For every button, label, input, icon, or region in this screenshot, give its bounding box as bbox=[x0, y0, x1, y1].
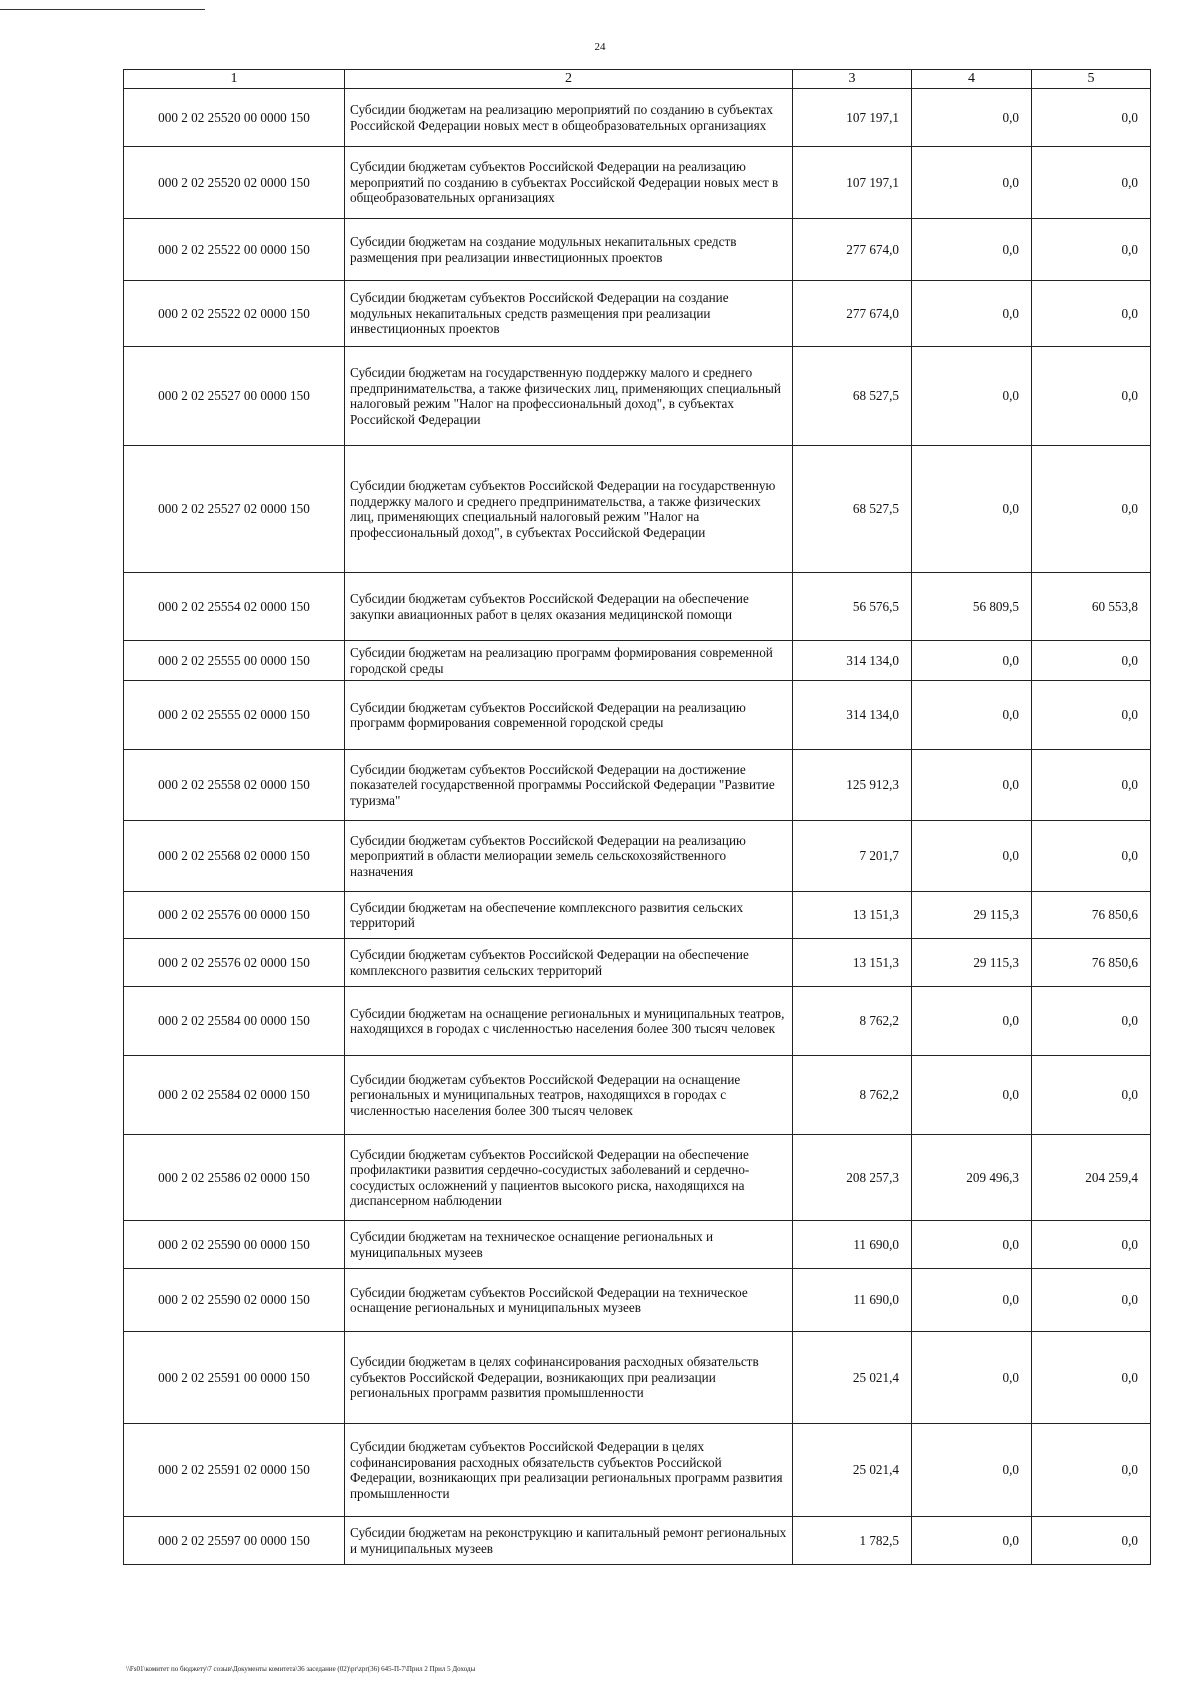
row-value-4-cell: 0,0 bbox=[912, 219, 1032, 281]
row-name-cell: Субсидии бюджетам на реконструкцию и капитальный ремонт региональных и муниципальных музеев bbox=[345, 1517, 793, 1565]
row-name-cell: Субсидии бюджетам субъектов Российской Федерации на реализацию мероприятий по созданию в субъектах Российской Федерации новых мест в общеобразовательных организациях bbox=[345, 147, 793, 219]
row-value-3-cell: 314 134,0 bbox=[793, 641, 912, 681]
table-row bbox=[124, 987, 1151, 1056]
row-value-3-cell: 8 762,2 bbox=[793, 987, 912, 1056]
row-value-5-cell: 0,0 bbox=[1032, 219, 1151, 281]
row-value-4-cell: 0,0 bbox=[912, 987, 1032, 1056]
row-value-4-cell: 0,0 bbox=[912, 681, 1032, 750]
footer-file-path: \\Fs01\комитет по бюджету\7 созыв\Документы комитета\36 заседание (02)\pr\zpr(36) 645-П-7\Прил 2 Прил 5 Доходы bbox=[126, 1665, 476, 1673]
row-value-5-cell: 0,0 bbox=[1032, 347, 1151, 446]
table-row bbox=[124, 347, 1151, 446]
row-value-5-cell: 60 553,8 bbox=[1032, 573, 1151, 641]
page-number: 24 bbox=[594, 41, 606, 53]
row-code-cell: 000 2 02 25522 00 0000 150 bbox=[124, 219, 345, 281]
row-value-5-cell: 204 259,4 bbox=[1032, 1135, 1151, 1221]
row-value-5-cell: 0,0 bbox=[1032, 987, 1151, 1056]
row-name-cell: Субсидии бюджетам на государственную поддержку малого и среднего предпринимательства, а также физических лиц, применяющих специальный налоговый режим "Налог на профессиональный доход", в субъектах Российской Федерации bbox=[345, 347, 793, 446]
row-code-cell: 000 2 02 25597 00 0000 150 bbox=[124, 1517, 345, 1565]
revenue-table bbox=[123, 69, 1151, 1565]
row-value-5-cell: 0,0 bbox=[1032, 641, 1151, 681]
row-code-cell: 000 2 02 25591 02 0000 150 bbox=[124, 1424, 345, 1517]
row-code-cell: 000 2 02 25568 02 0000 150 bbox=[124, 821, 345, 892]
row-name-cell: Субсидии бюджетам субъектов Российской Федерации на обеспечение комплексного развития сельских территорий bbox=[345, 939, 793, 987]
row-value-3-cell: 1 782,5 bbox=[793, 1517, 912, 1565]
row-name-cell: Субсидии бюджетам субъектов Российской Федерации на государственную поддержку малого и среднего предпринимательства, а также физических лиц, применяющих специальный налоговый режим "Налог на профессиональный доход", в субъектах Российской Федерации bbox=[345, 446, 793, 573]
row-value-4-cell: 0,0 bbox=[912, 641, 1032, 681]
row-value-3-cell: 277 674,0 bbox=[793, 219, 912, 281]
row-value-5-cell: 0,0 bbox=[1032, 821, 1151, 892]
table-row bbox=[124, 1269, 1151, 1332]
row-value-4-cell: 29 115,3 bbox=[912, 892, 1032, 939]
table-row bbox=[124, 89, 1151, 147]
row-name-cell: Субсидии бюджетам субъектов Российской Федерации в целях софинансирования расходных обязательств субъектов Российской Федерации, возникающих при реализации региональных программ развития промышленности bbox=[345, 1424, 793, 1517]
row-value-3-cell: 107 197,1 bbox=[793, 89, 912, 147]
row-name-cell: Субсидии бюджетам на создание модульных некапитальных средств размещения при реализации инвестиционных проектов bbox=[345, 219, 793, 281]
row-value-3-cell: 11 690,0 bbox=[793, 1221, 912, 1269]
row-code-cell: 000 2 02 25576 00 0000 150 bbox=[124, 892, 345, 939]
row-value-3-cell: 277 674,0 bbox=[793, 281, 912, 347]
row-value-5-cell: 76 850,6 bbox=[1032, 892, 1151, 939]
row-name-cell: Субсидии бюджетам субъектов Российской Федерации на техническое оснащение региональных и муниципальных музеев bbox=[345, 1269, 793, 1332]
row-code-cell: 000 2 02 25586 02 0000 150 bbox=[124, 1135, 345, 1221]
row-value-4-cell: 0,0 bbox=[912, 1332, 1032, 1424]
row-value-5-cell: 0,0 bbox=[1032, 1056, 1151, 1135]
row-value-3-cell: 314 134,0 bbox=[793, 681, 912, 750]
row-name-cell: Субсидии бюджетам на техническое оснащение региональных и муниципальных музеев bbox=[345, 1221, 793, 1269]
row-value-4-cell: 0,0 bbox=[912, 147, 1032, 219]
row-value-4-cell: 0,0 bbox=[912, 1424, 1032, 1517]
row-code-cell: 000 2 02 25584 02 0000 150 bbox=[124, 1056, 345, 1135]
row-value-5-cell: 0,0 bbox=[1032, 1517, 1151, 1565]
table-header-row bbox=[124, 70, 1151, 89]
row-name-cell: Субсидии бюджетам в целях софинансирования расходных обязательств субъектов Российской Федерации, возникающих при реализации региональных программ развития промышленности bbox=[345, 1332, 793, 1424]
table-row bbox=[124, 219, 1151, 281]
row-value-5-cell: 0,0 bbox=[1032, 89, 1151, 147]
row-code-cell: 000 2 02 25520 00 0000 150 bbox=[124, 89, 345, 147]
row-value-5-cell: 0,0 bbox=[1032, 750, 1151, 821]
table-row bbox=[124, 1056, 1151, 1135]
row-value-5-cell: 0,0 bbox=[1032, 1424, 1151, 1517]
row-name-cell: Субсидии бюджетам субъектов Российской Федерации на обеспечение закупки авиационных работ в целях оказания медицинской помощи bbox=[345, 573, 793, 641]
row-value-4-cell: 0,0 bbox=[912, 1056, 1032, 1135]
row-value-3-cell: 68 527,5 bbox=[793, 347, 912, 446]
table-row bbox=[124, 147, 1151, 219]
row-value-3-cell: 107 197,1 bbox=[793, 147, 912, 219]
row-name-cell: Субсидии бюджетам на оснащение региональных и муниципальных театров, находящихся в городах с численностью населения более 300 тысяч человек bbox=[345, 987, 793, 1056]
column-header-4: 4 bbox=[912, 70, 1032, 89]
row-value-5-cell: 76 850,6 bbox=[1032, 939, 1151, 987]
table-row bbox=[124, 750, 1151, 821]
row-name-cell: Субсидии бюджетам субъектов Российской Федерации на оснащение региональных и муниципальных театров, находящихся в городах с численностью населения более 300 тысяч человек bbox=[345, 1056, 793, 1135]
row-value-3-cell: 68 527,5 bbox=[793, 446, 912, 573]
row-value-5-cell: 0,0 bbox=[1032, 147, 1151, 219]
table-row bbox=[124, 1424, 1151, 1517]
row-value-3-cell: 125 912,3 bbox=[793, 750, 912, 821]
row-code-cell: 000 2 02 25527 02 0000 150 bbox=[124, 446, 345, 573]
table-row bbox=[124, 821, 1151, 892]
row-value-3-cell: 7 201,7 bbox=[793, 821, 912, 892]
row-value-3-cell: 25 021,4 bbox=[793, 1332, 912, 1424]
row-value-4-cell: 0,0 bbox=[912, 1221, 1032, 1269]
row-value-3-cell: 13 151,3 bbox=[793, 939, 912, 987]
row-code-cell: 000 2 02 25584 00 0000 150 bbox=[124, 987, 345, 1056]
row-value-5-cell: 0,0 bbox=[1032, 681, 1151, 750]
row-value-4-cell: 0,0 bbox=[912, 446, 1032, 573]
row-name-cell: Субсидии бюджетам на реализацию программ формирования современной городской среды bbox=[345, 641, 793, 681]
table-row bbox=[124, 641, 1151, 681]
row-code-cell: 000 2 02 25590 02 0000 150 bbox=[124, 1269, 345, 1332]
row-code-cell: 000 2 02 25554 02 0000 150 bbox=[124, 573, 345, 641]
table-row bbox=[124, 681, 1151, 750]
row-name-cell: Субсидии бюджетам субъектов Российской Федерации на достижение показателей государственной программы Российской Федерации "Развитие туризма" bbox=[345, 750, 793, 821]
row-value-4-cell: 0,0 bbox=[912, 89, 1032, 147]
table-row bbox=[124, 1517, 1151, 1565]
row-code-cell: 000 2 02 25558 02 0000 150 bbox=[124, 750, 345, 821]
row-value-4-cell: 0,0 bbox=[912, 1269, 1032, 1332]
row-value-3-cell: 13 151,3 bbox=[793, 892, 912, 939]
row-name-cell: Субсидии бюджетам на обеспечение комплексного развития сельских территорий bbox=[345, 892, 793, 939]
row-value-5-cell: 0,0 bbox=[1032, 1269, 1151, 1332]
table-row bbox=[124, 446, 1151, 573]
row-code-cell: 000 2 02 25576 02 0000 150 bbox=[124, 939, 345, 987]
row-value-3-cell: 11 690,0 bbox=[793, 1269, 912, 1332]
row-code-cell: 000 2 02 25522 02 0000 150 bbox=[124, 281, 345, 347]
row-value-3-cell: 56 576,5 bbox=[793, 573, 912, 641]
row-value-5-cell: 0,0 bbox=[1032, 281, 1151, 347]
row-code-cell: 000 2 02 25527 00 0000 150 bbox=[124, 347, 345, 446]
row-value-4-cell: 0,0 bbox=[912, 750, 1032, 821]
column-header-3: 3 bbox=[793, 70, 912, 89]
table-row bbox=[124, 573, 1151, 641]
table-row bbox=[124, 1221, 1151, 1269]
row-code-cell: 000 2 02 25520 02 0000 150 bbox=[124, 147, 345, 219]
row-name-cell: Субсидии бюджетам субъектов Российской Федерации на реализацию программ формирования современной городской среды bbox=[345, 681, 793, 750]
row-value-5-cell: 0,0 bbox=[1032, 446, 1151, 573]
row-name-cell: Субсидии бюджетам на реализацию мероприятий по созданию в субъектах Российской Федерации новых мест в общеобразовательных организациях bbox=[345, 89, 793, 147]
table-row bbox=[124, 1135, 1151, 1221]
column-header-1: 1 bbox=[124, 70, 345, 89]
table-row bbox=[124, 1332, 1151, 1424]
row-code-cell: 000 2 02 25591 00 0000 150 bbox=[124, 1332, 345, 1424]
row-value-4-cell: 0,0 bbox=[912, 821, 1032, 892]
row-code-cell: 000 2 02 25590 00 0000 150 bbox=[124, 1221, 345, 1269]
row-value-4-cell: 0,0 bbox=[912, 1517, 1032, 1565]
row-value-5-cell: 0,0 bbox=[1032, 1221, 1151, 1269]
row-value-4-cell: 29 115,3 bbox=[912, 939, 1032, 987]
row-value-5-cell: 0,0 bbox=[1032, 1332, 1151, 1424]
row-name-cell: Субсидии бюджетам субъектов Российской Федерации на реализацию мероприятий в области мелиорации земель сельскохозяйственного назначения bbox=[345, 821, 793, 892]
table-row bbox=[124, 939, 1151, 987]
column-header-2: 2 bbox=[345, 70, 793, 89]
row-code-cell: 000 2 02 25555 00 0000 150 bbox=[124, 641, 345, 681]
top-rule bbox=[0, 9, 205, 10]
column-header-5: 5 bbox=[1032, 70, 1151, 89]
row-value-3-cell: 25 021,4 bbox=[793, 1424, 912, 1517]
row-value-4-cell: 209 496,3 bbox=[912, 1135, 1032, 1221]
row-name-cell: Субсидии бюджетам субъектов Российской Федерации на создание модульных некапитальных средств размещения при реализации инвестиционных проектов bbox=[345, 281, 793, 347]
row-value-4-cell: 56 809,5 bbox=[912, 573, 1032, 641]
row-value-4-cell: 0,0 bbox=[912, 281, 1032, 347]
row-value-3-cell: 8 762,2 bbox=[793, 1056, 912, 1135]
table-row bbox=[124, 281, 1151, 347]
row-value-4-cell: 0,0 bbox=[912, 347, 1032, 446]
table-row bbox=[124, 892, 1151, 939]
row-value-3-cell: 208 257,3 bbox=[793, 1135, 912, 1221]
row-code-cell: 000 2 02 25555 02 0000 150 bbox=[124, 681, 345, 750]
row-name-cell: Субсидии бюджетам субъектов Российской Федерации на обеспечение профилактики развития сердечно-сосудистых заболеваний и сердечно-сосудистых осложнений у пациентов высокого риска, находящихся на диспансерном наблюдении bbox=[345, 1135, 793, 1221]
